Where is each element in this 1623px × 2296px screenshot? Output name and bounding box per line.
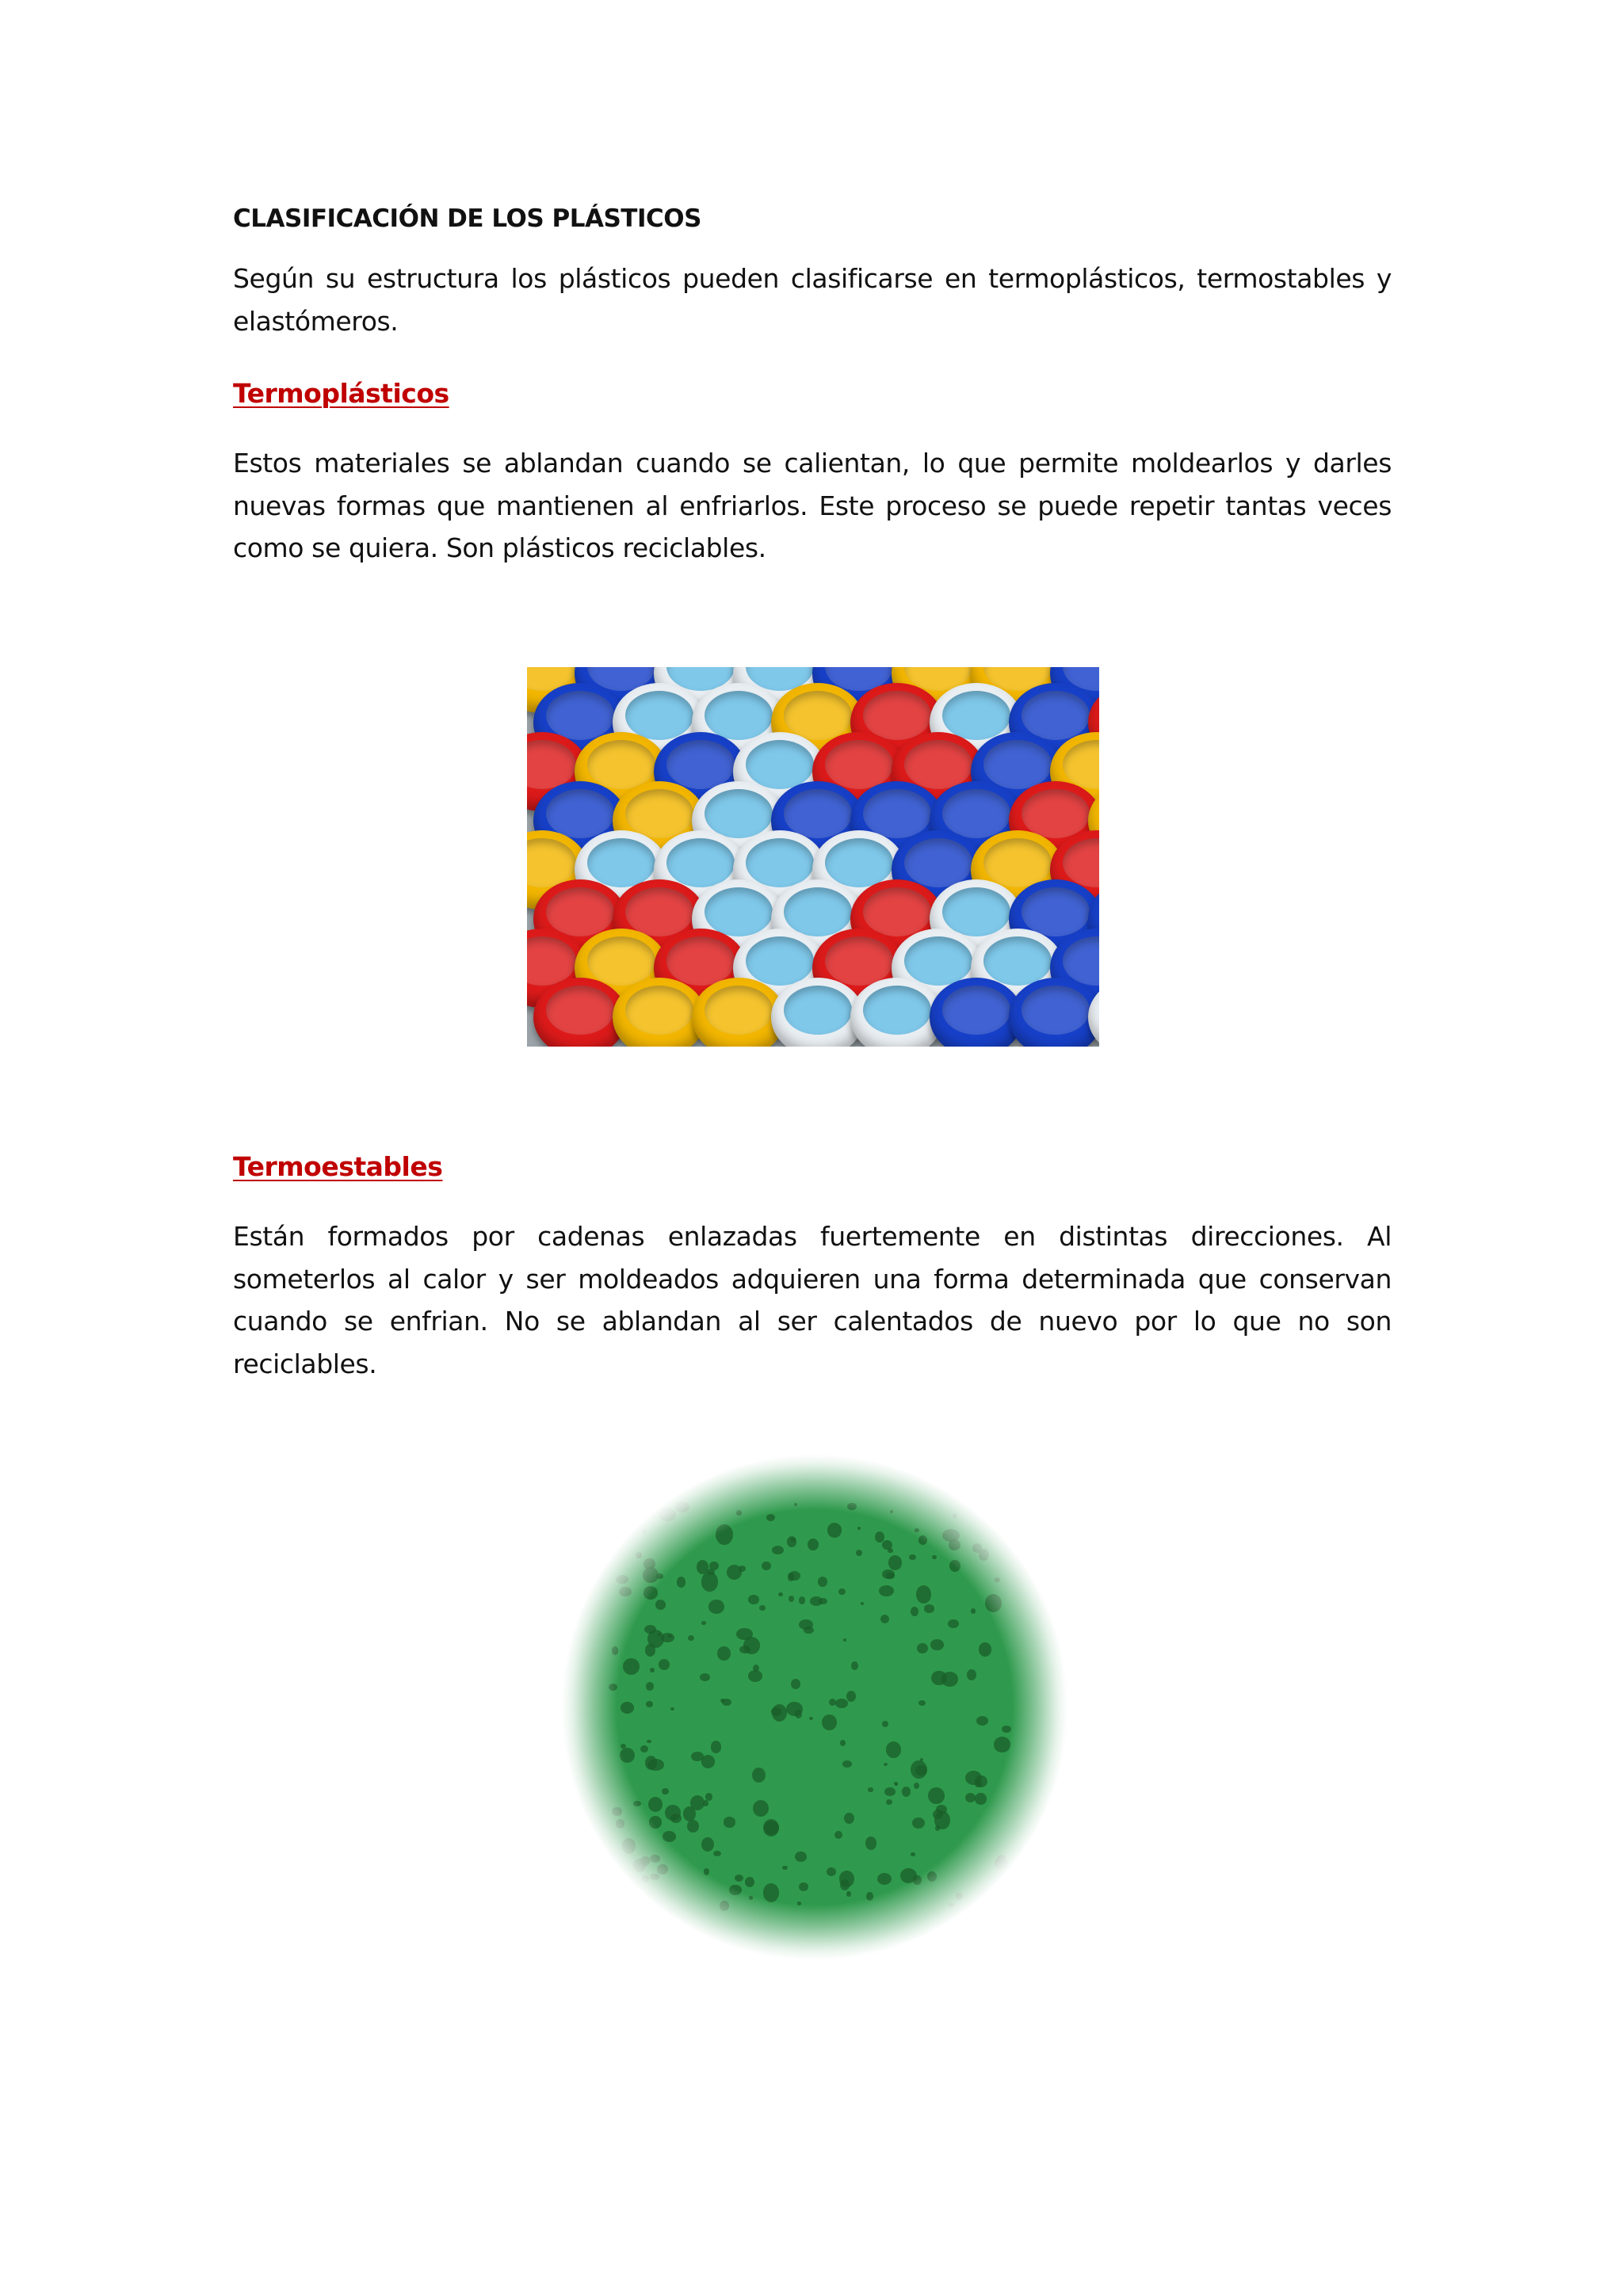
- section-termoplasticos-body: [233, 442, 1392, 570]
- sponge-vignette: [561, 1454, 1068, 1961]
- green-sponge-image: [561, 1454, 1068, 1961]
- section-termoestables-body: [233, 1215, 1392, 1385]
- page-title: CLASIFICACIÓN DE LOS PLÁSTICOS: [233, 204, 701, 233]
- intro-paragraph: Según su estructura los plásticos pueden clasificarse en termoplásticos, termostables y elastómeros.: [233, 263, 1392, 337]
- bottle-caps-image: [527, 667, 1099, 1047]
- section-termoestables-heading: [233, 1147, 1392, 1187]
- section-title: Termoestables: [233, 1151, 443, 1182]
- section-title: Termoplásticos: [233, 378, 449, 409]
- section-termoplasticos-heading: [233, 374, 1392, 414]
- intro-block: [233, 257, 1392, 342]
- bottle-cap: [1009, 978, 1099, 1047]
- section-paragraph: Están formados por cadenas enlazadas fuertemente en distintas direcciones. Al someterlos al calor y ser moldeados adquieren una forma determinada que conservan cuando se enfrian. No se ablandan al ser calentados de nuevo por lo que no son reciclables.: [233, 1221, 1392, 1379]
- section-paragraph: Estos materiales se ablandan cuando se calientan, lo que permite moldearlos y darles nuevas formas que mantienen al enfriarlos. Este proceso se puede repetir tantas veces como se quiera. Son plásticos reciclables.: [233, 448, 1392, 563]
